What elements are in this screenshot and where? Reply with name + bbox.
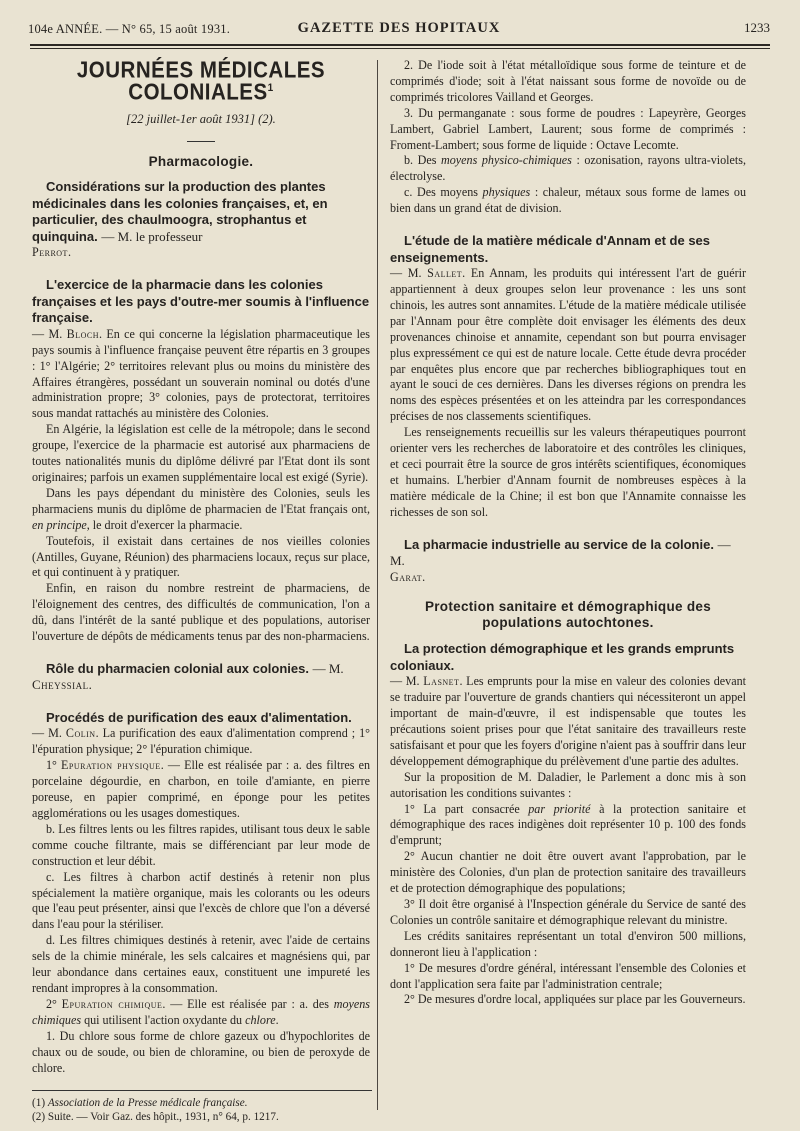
article-title: L'étude de la matière médicale d'Annam et de ses enseignements. [390, 233, 711, 265]
paragraph: 3. Du permanganate : sous forme de poudres : Lapeyrère, Georges Lambert, Gabriel Lambert, Laurent; sous forme de comprimés : Froment-Lambert; sous forme de liquide : Octave Lecomte. [390, 105, 746, 152]
header-rule [30, 44, 770, 46]
article-title: Procédés de purification des eaux d'alimentation. [46, 709, 352, 725]
journal-title: GAZETTE DES HOPITAUX [297, 20, 501, 36]
running-head [28, 18, 770, 40]
paragraph: 3° Il doit être organisé à l'Inspection générale du Service de santé des Colonies un contrôle sanitaire et démographique relevant du ministre. [390, 896, 746, 927]
paragraph: Enfin, en raison du nombre restreint de pharmaciens, de l'éloignement des centres, des difficultés de communication, l'on a dû, dans l'intérêt de la santé publique et des populations, autoriser l'ouverture de dépôts de médicaments tenus par des non-pharmaciens. [32, 581, 370, 644]
footnote: (2) Suite. — Voir Gaz. des hôpit., 1931, n° 64, p. 1217. [32, 1110, 279, 1123]
paragraph: — M. Lasnet. Les emprunts pour la mise en valeur des colonies devant se traduire par l'ouverture de grands chantiers qui nécessiteront un appel important de main-d'œuvre, il est indispensable que toutes les précautions soient prises pour que l'état sanitaire des travailleurs reste satisfaisant et pour que les foyers d'origine n'aient pas à souffrir dans leur développement démographique du prélèvement d'une partie des adultes. [390, 674, 746, 768]
paragraph: c. Les filtres à charbon actif destinés à retenir non plus spécialement la matière organique, mais les colorants ou les odeurs que l'eau peut présenter, ainsi que l'excès de chlore que l'on a déversé dans l'eau pour la stériliser. [32, 869, 370, 932]
article-title: L'exercice de la pharmacie dans les colonies françaises et les pays d'outre-mer soumis à l'influence française. [32, 277, 370, 326]
main-title: JOURNÉES MÉDICALES COLONIALES$^1$ [76, 57, 326, 106]
page-number: 1233 [744, 20, 770, 35]
left-column [32, 58, 370, 1124]
paragraph: b. Des moyens physico-chimiques : ozonisation, rayons ultra-violets, électrolyse. [390, 153, 746, 184]
paragraph: 2° Aucun chantier ne doit être ouvert avant l'approbation, par le ministère des Colonies, d'un plan de protection sanitaire des travailleurs et de protection démographique des populations; [390, 849, 746, 896]
paragraph: Dans les pays dépendant du ministère des Colonies, seuls les pharmaciens munis du diplôme de pharmacien de l'Etat français ont, en principe, le droit d'exercer la pharmacie. [32, 485, 370, 532]
paragraph: En Algérie, la législation est celle de la métropole; dans le second groupe, l'exercice de la pharmacie est autorisé aux pharmaciens de toutes nationalités munis du diplôme délivré par l'Etat dont ils sont originaires; parfois un examen supplémentaire local est exigé (Syrie). [32, 422, 370, 485]
issue-info: 104e ANNÉE. — N° 65, 15 août 1931. [28, 22, 231, 36]
short-rule [187, 141, 215, 142]
paragraph: 1° La part consacrée par priorité à la protection sanitaire et démographique des races indigènes doit représenter 10 p. 100 des fonds d'emprunt; [390, 801, 747, 848]
article-author: Garat. [390, 569, 426, 584]
paragraph: Toutefois, il existait dans certaines de nos vieilles colonies (Antilles, Guyane, Réunion) des pharmaciens locaux, reçus sur place, et qui continuent à y pratiquer. [32, 533, 370, 580]
header-rule-thin [30, 48, 770, 49]
paragraph: 2. De l'iode soit à l'état métalloïdique sous forme de teinture et de comprimés d'iode; soit à l'état naissant sous forme de novoïde ou de comprimés tricolores Vailland et Georges. [390, 58, 746, 104]
article-title: Considérations sur la production des plantes médicinales dans les colonies françaises, et, en particulier, des chaulmoogra, strophantus et quinquina. — M. le professeur [32, 179, 328, 244]
paragraph: d. Les filtres chimiques destinés à retenir, avec l'aide de certains sels de la chimie minérale, les sels calcaires et magnésiens qui, par leur abondance dans certaines eaux, constituent une impureté les rendant impropres à la consommation. [32, 933, 370, 995]
footnote-rule [32, 1090, 372, 1091]
section-heading-protection: Protection sanitaire et démographique des populations autochtones. [424, 599, 712, 631]
right-column [390, 58, 746, 1008]
paragraph: 2° De mesures d'ordre local, appliquées sur place par les Gouverneurs. [404, 992, 746, 1007]
paragraph: 1. Du chlore sous forme de chlore gazeux ou d'hypochlorites de chaux ou de soude, ou bien de chloramine, ou bien de peroxyde de chlore. [32, 1028, 370, 1075]
column-divider [377, 60, 378, 1110]
paragraph: Les crédits sanitaires représentant un total d'environ 500 millions, donneront lieu à l'application : [390, 928, 746, 959]
paragraph: Les renseignements recueillis sur les valeurs thérapeutiques pourront orienter vers les recherches de laboratoire et des contrôles les cliniques, et ceci pourrait être la source de gros intérêts scientifiques, économiques et humains. L'herbier d'Annam fournit de nombreuses espèces à la matière médicale de la Chine; il est bon que l'Annamite connaisse les richesses de son sol. [390, 425, 746, 519]
paragraph: 1° De mesures d'ordre général, intéressant l'ensemble des Colonies et dont l'application sera faite par l'administration centrale; [390, 960, 746, 991]
paragraph: Sur la proposition de M. Daladier, le Parlement a donc mis à son autorisation les conditions suivantes : [390, 769, 746, 800]
conference-dates: [22 juillet-1er août 1931] (2). [126, 111, 276, 126]
paragraph: 1° Epuration physique. — Elle est réalisée par : a. des filtres en porcelaine dégourdie, en charbon, en toile d'amiante, en pierre poreuse, en papier comprimé, en éponge pour les petites agglomérations ou les usages domestiques. [32, 758, 370, 821]
paragraph: 2° Epuration chimique. — Elle est réalisée par : a. des moyens chimiques qui utilisent l'action oxydante du chlore. [32, 996, 370, 1027]
footnote: (1) Association de la Presse médicale française. [32, 1097, 248, 1110]
article-author: Perrot. [32, 245, 72, 260]
paragraph: c. Des moyens physiques : chaleur, métaux sous forme de lames ou bien dans un grand état de division. [390, 185, 746, 216]
paragraph: — M. Sallet. En Annam, les produits qui intéressent l'art de guérir appartiennent à deux groupes selon leur provenance : les uns sont chinois, les autres sont annamites. L'étude de la matière médicale utilisée par l'Annam pour être complète doit envisager les éléments des deux provenances chinoise et annamite, cependant son but pourra envisager plus expressément ce qui est de nature locale. Cette étude devra procéder par enquêtes plus encore que par recherches bibliographiques tout en ayant le souci de ces dernières. Dans les diverses régions on prendra les noms des espèces présentées et on les atteindra par les correspondances précises de nos classements scientifiques. [390, 266, 746, 424]
article-title: Rôle du pharmacien colonial aux colonies. — M. Cheyssial. [32, 660, 344, 693]
section-heading-pharmacologie: Pharmacologie. [148, 153, 254, 169]
paragraph: — M. Bloch. En ce qui concerne la législation pharmaceutique les pays soumis à l'influence française peuvent être répartis en 3 groupes : 1° l'Algérie; 2° territoires relevant plus ou moins du ministère des Affaires étrangères, possédant un souverain nominal ou dotés d'une administration propre; 3° colonies, pays de protectorat, territoires sous mandat rattachés au ministère des Colonies. [32, 326, 371, 421]
title-footnote-mark: 1 [267, 81, 274, 95]
paragraph: b. Les filtres lents ou les filtres rapides, utilisant tous deux le sable comme couche filtrante, mais se différenciant par leur mode de construction et leur débit. [32, 821, 370, 868]
article-title: La protection démographique et les grands emprunts coloniaux. [390, 641, 735, 673]
article-title: La pharmacie industrielle au service de la colonie. — M. [390, 536, 731, 569]
paragraph: — M. Colin. La purification des eaux d'alimentation comprend ; 1° l'épuration physique; 2° l'épuration chimique. [32, 726, 370, 757]
